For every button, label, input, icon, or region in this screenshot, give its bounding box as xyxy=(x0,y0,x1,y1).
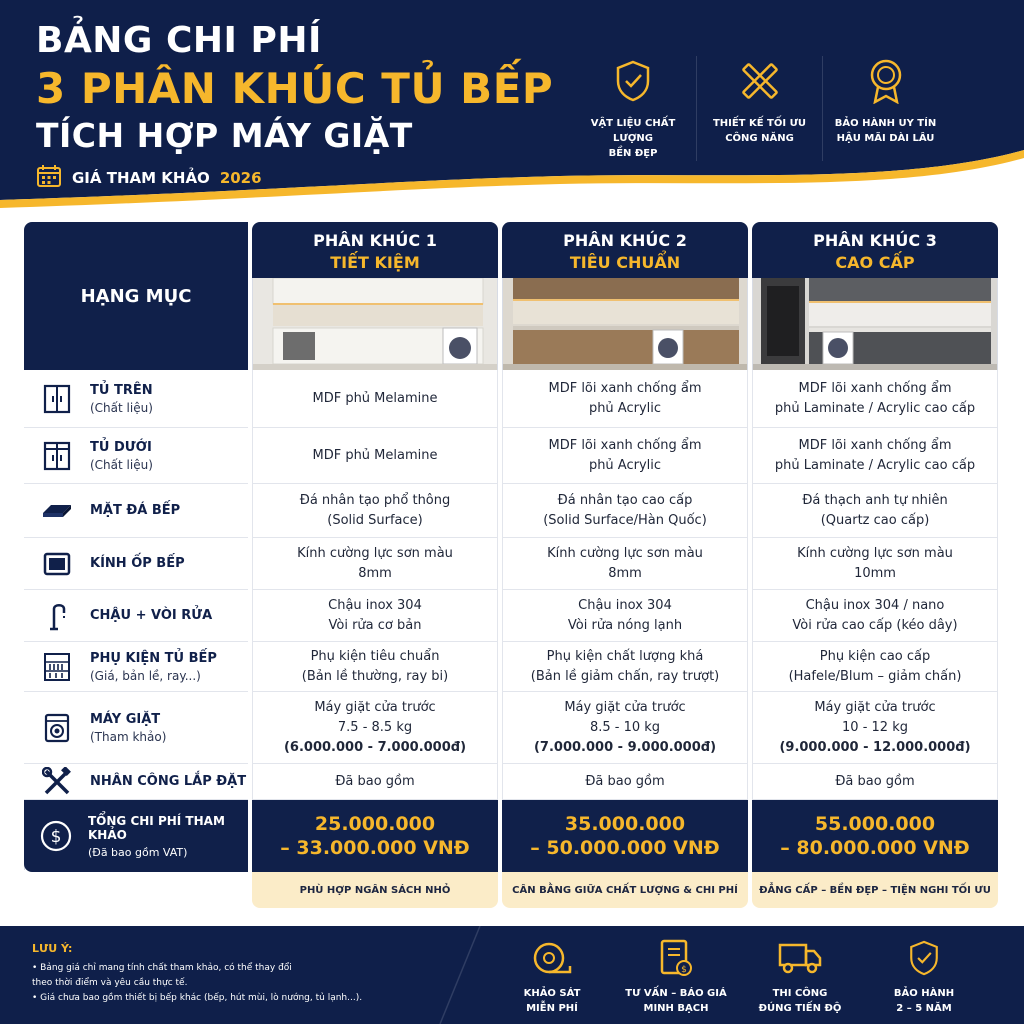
row-subtitle: (Tham khảo) xyxy=(90,729,167,744)
dish-rack-icon xyxy=(40,652,74,682)
award-badge-icon xyxy=(866,56,906,106)
cell-text: Máy giặt cửa trước 8.5 - 10 kg xyxy=(564,699,686,735)
kitchen-photo xyxy=(252,278,498,370)
price-range: (7.000.000 - 9.000.000đ) xyxy=(533,739,717,755)
title-line-2: 3 PHÂN KHÚC TỦ BẾP xyxy=(36,64,554,113)
washing-machine-icon xyxy=(40,713,74,743)
note-item: • Bảng giá chỉ mang tính chất tham khảo, có thể thay đổi theo thời điểm và yêu cầu thực tế. xyxy=(32,963,292,988)
document-icon xyxy=(659,938,693,978)
table-cell xyxy=(752,484,998,538)
cell-text: Kính cường lực sơn màu 10mm xyxy=(797,545,953,581)
segment-column-2 xyxy=(502,222,748,370)
cell-text: Phụ kiện tiêu chuẩn (Bản lề thường, ray bi) xyxy=(301,648,449,684)
table-cell xyxy=(502,370,748,428)
glass-panel-icon xyxy=(40,552,74,576)
ruler-pencil-icon xyxy=(738,56,782,106)
notes-title: LƯU Ý: xyxy=(32,942,73,955)
cell-text: Đã bao gồm xyxy=(335,773,415,789)
service-label: TƯ VẤN – BÁO GIÁ MINH BẠCH xyxy=(625,988,727,1014)
shield-check-icon xyxy=(907,938,941,978)
total-price: 25.000.000 – 33.000.000 VNĐ xyxy=(252,800,498,872)
svg-text:$: $ xyxy=(50,827,62,847)
calendar-icon xyxy=(36,164,62,192)
row-label xyxy=(24,764,248,800)
kitchen-photo xyxy=(752,278,998,370)
price-range: (9.000.000 - 12.000.000đ) xyxy=(779,739,971,755)
footer-divider xyxy=(430,926,490,1024)
cell-text: MDF lõi xanh chống ẩm phủ Laminate / Acrylic cao cấp xyxy=(774,380,976,416)
countertop-icon xyxy=(40,501,74,521)
row-subtitle: (Chất liệu) xyxy=(90,400,153,415)
table-cell xyxy=(502,590,748,642)
service-item xyxy=(738,938,862,1016)
row-label xyxy=(24,590,248,642)
cell-text: Kính cường lực sơn màu 8mm xyxy=(297,545,453,581)
cell-text: MDF lõi xanh chống ẩm phủ Acrylic xyxy=(548,380,702,416)
cell-text: Máy giặt cửa trước 10 - 12 kg xyxy=(814,699,936,735)
service-item xyxy=(862,938,986,1016)
table-cell xyxy=(752,428,998,484)
table-cell xyxy=(752,692,998,764)
row-title: NHÂN CÔNG LẮP ĐẶT xyxy=(90,774,247,789)
row-label xyxy=(24,538,248,590)
service-label: BẢO HÀNH 2 – 5 NĂM xyxy=(893,988,955,1014)
svg-text:$: $ xyxy=(681,965,687,975)
table-cell xyxy=(502,538,748,590)
feature-label: THIẾT KẾ TỐI ƯU CÔNG NĂNG xyxy=(712,118,807,144)
note-item: • Giá chưa bao gồm thiết bị bếp khác (bếp, hút mùi, lò nướng, tủ lạnh...). xyxy=(32,993,363,1003)
segment-name: PHÂN KHÚC 2 xyxy=(563,231,687,250)
dollar-circle-icon xyxy=(40,820,72,852)
table-cell xyxy=(252,370,498,428)
notes-box xyxy=(32,942,422,1006)
cell-text: Đá thạch anh tự nhiên (Quartz cao cấp) xyxy=(802,492,948,528)
total-price: 35.000.000 – 50.000.000 VNĐ xyxy=(502,800,748,872)
table-cell xyxy=(502,484,748,538)
row-title: TỦ DƯỚI xyxy=(90,439,152,455)
feature-item xyxy=(822,56,948,161)
segment-header xyxy=(752,222,998,278)
cell-text: Đã bao gồm xyxy=(585,773,665,789)
feature-item xyxy=(570,56,696,161)
table-cell xyxy=(252,642,498,692)
upper-cabinet-icon xyxy=(40,384,74,414)
row-subtitle: (Giá, bản lề, ray...) xyxy=(90,668,201,683)
cell-text: Phụ kiện chất lượng khá (Bản lề giảm chấn, ray trượt) xyxy=(530,648,720,684)
total-label xyxy=(24,800,248,872)
row-label xyxy=(24,428,248,484)
tools-icon xyxy=(40,767,74,797)
header xyxy=(0,0,1024,210)
feature-item xyxy=(696,56,822,161)
segment-tier: TIẾT KIỆM xyxy=(330,253,420,272)
row-subtitle: (Chất liệu) xyxy=(90,457,153,472)
service-label: KHẢO SÁT MIỄN PHÍ xyxy=(523,988,581,1014)
table-cell xyxy=(252,428,498,484)
price-range: (6.000.000 - 7.000.000đ) xyxy=(283,739,467,755)
segment-column-1 xyxy=(252,222,498,370)
table-cell xyxy=(252,692,498,764)
service-label: THI CÔNG ĐÚNG TIẾN ĐỘ xyxy=(758,988,842,1014)
feature-label: BẢO HÀNH UY TÍN HẬU MÃI DÀI LÂU xyxy=(834,118,937,144)
table-cell xyxy=(502,692,748,764)
segment-header xyxy=(502,222,748,278)
feature-list xyxy=(570,56,948,161)
subtitle-year: 2026 xyxy=(219,169,262,187)
segment-tier: CAO CẤP xyxy=(835,253,915,272)
service-item xyxy=(614,938,738,1016)
total-price: 55.000.000 – 80.000.000 VNĐ xyxy=(752,800,998,872)
truck-icon xyxy=(778,938,822,978)
segment-note: ĐẲNG CẤP – BỀN ĐẸP – TIỆN NGHI TỐI ƯU xyxy=(752,872,998,908)
row-title: KÍNH ỐP BẾP xyxy=(90,556,185,571)
cell-text: Đã bao gồm xyxy=(835,773,915,789)
row-title: MÁY GIẶT xyxy=(90,711,161,727)
lower-cabinet-icon xyxy=(40,441,74,471)
cell-text: Đá nhân tạo phổ thông (Solid Surface) xyxy=(299,492,451,528)
feature-label: VẬT LIỆU CHẤT LƯỢNG BỀN ĐẸP xyxy=(590,118,676,159)
kitchen-photo xyxy=(502,278,748,370)
cell-text: MDF lõi xanh chống ẩm phủ Laminate / Acrylic cao cấp xyxy=(774,437,976,473)
segment-note: PHÙ HỢP NGÂN SÁCH NHỎ xyxy=(252,872,498,908)
row-label xyxy=(24,642,248,692)
price-reference-label xyxy=(36,164,262,192)
table-cell xyxy=(752,642,998,692)
table-cell xyxy=(252,484,498,538)
title-line-3: TÍCH HỢP MÁY GIẶT xyxy=(36,116,413,155)
row-title: MẶT ĐÁ BẾP xyxy=(90,503,181,518)
table-cell xyxy=(752,764,998,800)
title-line-1: BẢNG CHI PHÍ xyxy=(36,20,322,61)
table-cell xyxy=(252,538,498,590)
total-subtitle: (Đã bao gồm VAT) xyxy=(88,845,188,859)
table-cell xyxy=(752,538,998,590)
cell-text: Chậu inox 304 Vòi rửa nóng lạnh xyxy=(567,597,683,633)
cell-text: Kính cường lực sơn màu 8mm xyxy=(547,545,703,581)
segment-column-3 xyxy=(752,222,998,370)
table-cell xyxy=(252,764,498,800)
row-label xyxy=(24,692,248,764)
cell-text: MDF phủ Melamine xyxy=(312,390,438,406)
row-label xyxy=(24,370,248,428)
segment-note: CÂN BẰNG GIỮA CHẤT LƯỢNG & CHI PHÍ xyxy=(502,872,748,908)
table-cell xyxy=(502,428,748,484)
row-title: PHỤ KIỆN TỦ BẾP xyxy=(90,650,217,666)
subtitle-prefix: GIÁ THAM KHẢO xyxy=(72,169,210,187)
table-cell xyxy=(752,370,998,428)
total-title: TỔNG CHI PHÍ THAM KHẢO xyxy=(88,813,225,842)
shield-check-icon xyxy=(613,56,653,106)
segment-name: PHÂN KHÚC 3 xyxy=(813,231,937,250)
table-cell xyxy=(502,764,748,800)
cell-text: Máy giặt cửa trước 7.5 - 8.5 kg xyxy=(314,699,436,735)
cell-text: Phụ kiện cao cấp (Hafele/Blum – giảm chấn) xyxy=(788,648,962,684)
table-cell xyxy=(752,590,998,642)
faucet-icon xyxy=(40,601,74,631)
cell-text: MDF phủ Melamine xyxy=(312,447,438,463)
service-list xyxy=(490,938,986,1016)
service-item xyxy=(490,938,614,1016)
row-title: CHẬU + VÒI RỬA xyxy=(90,608,213,623)
table-cell xyxy=(502,642,748,692)
cell-text: Đá nhân tạo cao cấp (Solid Surface/Hàn Quốc) xyxy=(543,492,707,528)
row-title: TỦ TRÊN xyxy=(90,382,153,398)
cell-text: MDF lõi xanh chống ẩm phủ Acrylic xyxy=(548,437,702,473)
category-header: HẠNG MỤC xyxy=(24,222,248,370)
row-label xyxy=(24,484,248,538)
cell-text: Chậu inox 304 Vòi rửa cơ bản xyxy=(328,597,422,633)
table-cell xyxy=(252,590,498,642)
segment-header xyxy=(252,222,498,278)
segment-tier: TIÊU CHUẨN xyxy=(569,253,681,272)
tape-measure-icon xyxy=(532,938,572,978)
segment-name: PHÂN KHÚC 1 xyxy=(313,231,437,250)
cell-text: Chậu inox 304 / nano Vòi rửa cao cấp (kéo dây) xyxy=(792,597,958,633)
footer xyxy=(0,926,1024,1024)
